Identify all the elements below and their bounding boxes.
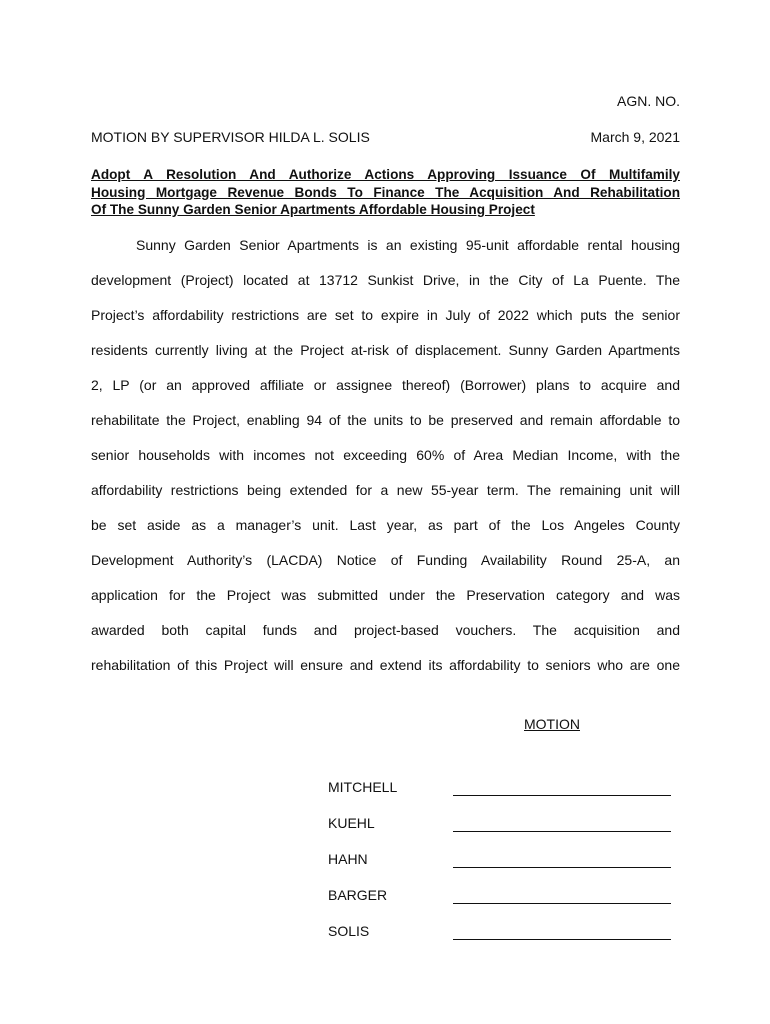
body-line: application for the Project was submitted under the Preservation category and was <box>91 587 680 603</box>
vote-row <box>328 805 673 841</box>
supervisor-name: MITCHELL <box>328 779 398 795</box>
signature-line <box>453 817 671 832</box>
supervisor-name: HAHN <box>328 851 368 867</box>
body-line: residents currently living at the Project at-risk of displacement. Sunny Garden Apartments <box>91 342 680 358</box>
signature-line <box>453 889 671 904</box>
motion-title <box>91 166 680 219</box>
body-line: awarded both capital funds and project-based vouchers. The acquisition and <box>91 622 680 638</box>
vote-row <box>328 841 673 877</box>
body-line: senior households with incomes not exceeding 60% of Area Median Income, with the <box>91 447 680 463</box>
body-line: rehabilitation of this Project will ensure and extend its affordability to seniors who are one <box>91 657 680 673</box>
supervisor-name: KUEHL <box>328 815 375 831</box>
body-line: affordability restrictions being extended for a new 55-year term. The remaining unit will <box>91 482 680 498</box>
body-line: Sunny Garden Senior Apartments is an existing 95-unit affordable rental housing <box>136 237 680 253</box>
vote-row <box>328 769 673 805</box>
title-line: Of The Sunny Garden Senior Apartments Affordable Housing Project <box>91 202 535 217</box>
body-line: development (Project) located at 13712 Sunkist Drive, in the City of La Puente. The <box>91 272 680 288</box>
agenda-number: AGN. NO. <box>616 93 680 109</box>
supervisor-name: BARGER <box>328 887 388 903</box>
motion-body <box>91 232 680 687</box>
body-line: Development Authority’s (LACDA) Notice of Funding Availability Round 25-A, an <box>91 552 680 568</box>
signature-line <box>453 853 671 868</box>
motion-heading: MOTION <box>524 716 580 732</box>
motion-sponsor: MOTION BY SUPERVISOR HILDA L. SOLIS <box>91 129 370 145</box>
body-line: rehabilitate the Project, enabling 94 of the units to be preserved and remain affordable to <box>91 412 680 428</box>
title-line: Adopt A Resolution And Authorize Actions Approving Issuance Of Multifamily <box>91 167 680 182</box>
signature-line <box>453 925 671 940</box>
motion-date: March 9, 2021 <box>590 129 680 145</box>
body-line: be set aside as a manager’s unit. Last year, as part of the Los Angeles County <box>91 517 680 533</box>
motion-header <box>91 129 680 145</box>
vote-row <box>328 877 673 913</box>
signature-line <box>453 781 671 796</box>
vote-list <box>328 769 673 949</box>
body-line: 2, LP (or an approved affiliate or assignee thereof) (Borrower) plans to acquire and <box>91 377 680 393</box>
vote-row <box>328 913 673 949</box>
title-line: Housing Mortgage Revenue Bonds To Finance The Acquisition And Rehabilitation <box>91 184 680 200</box>
body-line: Project’s affordability restrictions are set to expire in July of 2022 which puts the senior <box>91 307 680 323</box>
supervisor-name: SOLIS <box>328 923 370 939</box>
